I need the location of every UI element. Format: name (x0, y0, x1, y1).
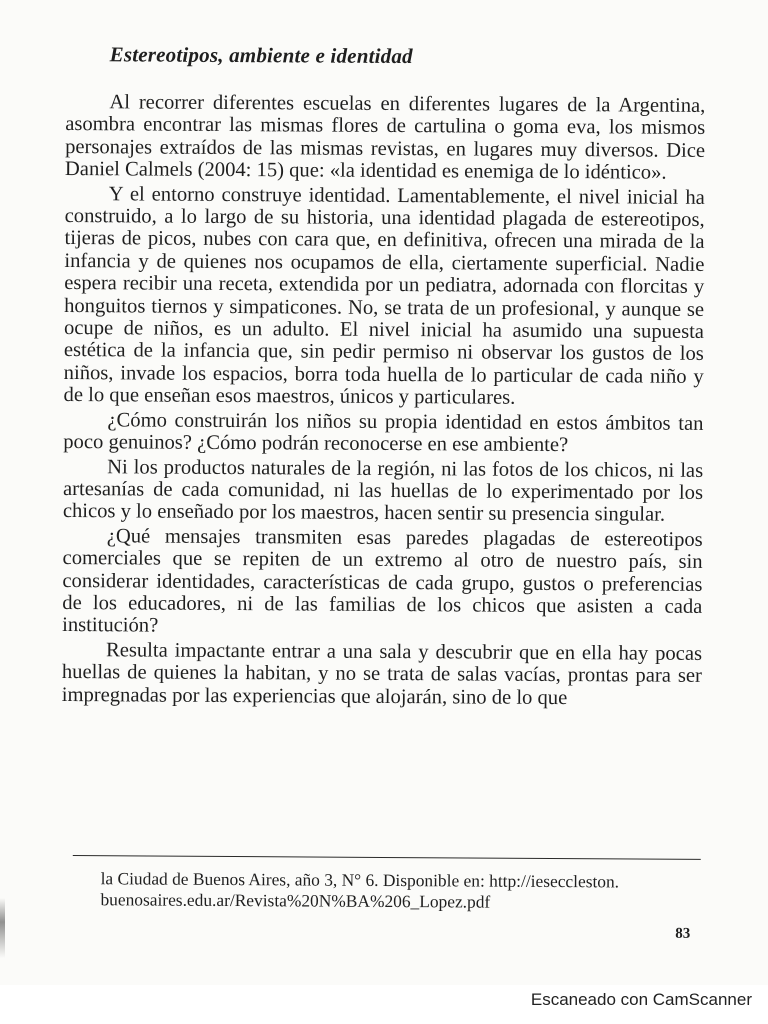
footnote (100, 868, 700, 914)
footnote-divider (73, 855, 701, 860)
binding-shadow (0, 898, 5, 958)
scanner-watermark: Escaneado con CamScanner (530, 990, 752, 1009)
running-header: Estereotipos, ambiente e identidad (109, 42, 413, 69)
page-number: 83 (675, 925, 691, 942)
book-page (60, 0, 706, 989)
footnote-line-1: la Ciudad de Buenos Aires, año 3, N° 6. Disponible en: http://ieseccleston. (100, 868, 620, 892)
paragraph-3: ¿Cómo construirán los niños su propia identidad en estos ámbitos tan poco genuinos? ¿Cómo podrán reconocerse en ese ambiente? (63, 408, 704, 457)
paragraph-4: Ni los productos naturales de la región, ni las fotos de los chicos, ni las artesanías de cada comunidad, ni las huellas de lo experimentado por los chicos y lo enseñado por los maestros, hacen sentir su presencia singular. (62, 455, 704, 526)
footnote-line-2: buenosaires.edu.ar/Revista%20N%BA%206_Lopez.pdf (100, 889, 491, 912)
paragraph-6: Resulta impactante entrar a una sala y descubrir que en ella hay pocas huellas de quienes la habitan, y no se trata de salas vacías, prontas para ser impregnadas por las experiencias que alojarán, sino de lo que (61, 639, 703, 709)
paragraph-2: Y el entorno construye identidad. Lamentablemente, el nivel inicial ha construido, a lo largo de su historia, una identidad plagada de estereotipos, tijeras de picos, nubes con cara que, en definitiva, ofrecen una mirada de la infancia y de quienes nos ocupamos de ella, ciertamente superficial. Nadie espera recibir una receta, extendida por un pediatra, adornada con florcitas y honguitos tiernos y simpaticones. No, se trata de un profesional, y aunque se ocupe de niños, es un adulto. El nivel inicial ha asumido una supuesta estética de la infancia que, sin pedir permiso ni observar los gustos de los niños, invade los espacios, borra toda huella de lo particular de cada niño y de lo que enseñan esos maestros, únicos y particulares. (63, 182, 705, 410)
paragraph-1: Al recorrer diferentes escuelas en diferentes lugares de la Argentina, asombra encontrar las mismas flores de cartulina o goma eva, los mismos personajes extraídos de las mismas revistas, en lugares muy diversos. Dice Daniel Calmels (2004: 15) que: «la identidad es enemiga de lo idéntico». (64, 91, 706, 184)
paragraph-5: ¿Qué mensajes transmiten esas paredes plagadas de estereotipos comerciales que se repiten de un extremo al otro de nuestro país, sin considerar identidades, características de cada grupo, gustos o preferencias de los educadores, ni de las familias de los chicos que asisten a cada institución? (62, 524, 703, 637)
body-text (62, 91, 706, 710)
